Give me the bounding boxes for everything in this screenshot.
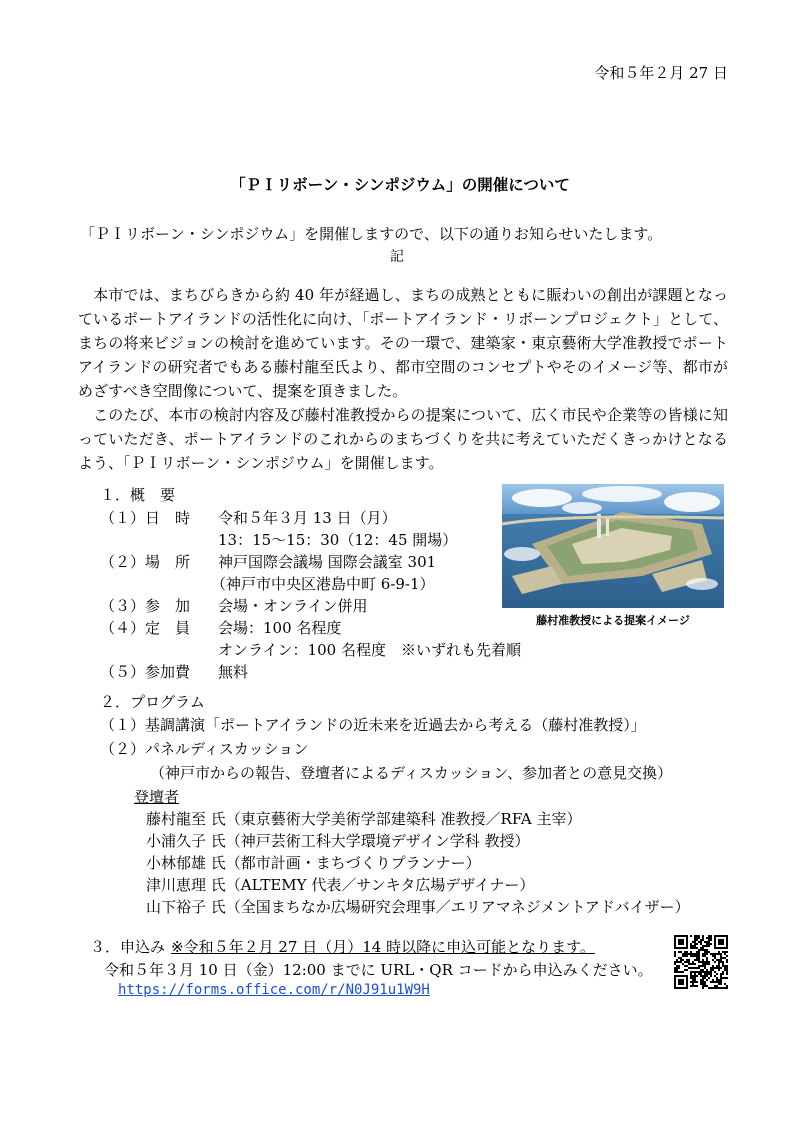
apply-line <box>90 936 595 957</box>
speaker-3: 小林郁雄 氏（都市計画・まちづくりプランナー） <box>146 854 481 872</box>
capacity-online: オンライン：100 名程度 ※いずれも先着順 <box>218 641 521 659</box>
apply-note: ※令和５年２月 27 日（月）14 時以降に申込可能となります。 <box>171 938 595 956</box>
speakers-heading: 登壇者 <box>134 788 180 806</box>
apply-url-link[interactable] <box>118 980 430 998</box>
venue-address: （神戸市中央区港島中町 6-9-1） <box>211 575 435 593</box>
participation-value: 会場・オンライン併用 <box>218 597 368 615</box>
document-title: 「ＰＩリボーン・シンポジウム」の開催について <box>230 176 570 194</box>
date-value: 令和５年３月 13 日（月） <box>218 509 397 527</box>
time-value: 13：15〜15：30（12：45 開場） <box>218 531 458 549</box>
speaker-4: 津川恵理 氏（ALTEMY 代表／サンキタ広場デザイナー） <box>146 876 535 894</box>
ki-mark: 記 <box>390 249 404 265</box>
venue-value: 神戸国際会議場 国際会議室 301 <box>218 553 437 571</box>
fee-label: （５）参加費 <box>100 663 191 681</box>
venue-label: （２）場 所 <box>100 553 191 571</box>
body-paragraph-1: 本市では、まちびらきから約 40 年が経過し、まちの成熟とともに賑わいの創出が課題となっているポートアイランドの活性化に向け、「ポートアイランド・リボーンプロジェクト」として、まちの将来ビジョンの検討を進めています。その一環で、建築家・東京藝術大学准教授でポートアイランドの研究者でもある藤村龍至氏より、都市空間のコンセプトやそのイメージ等、都市がめざすべき空間像について、提案を頂きました。 <box>78 286 728 400</box>
body-text <box>78 283 728 475</box>
program-heading: ２．プログラム <box>100 693 205 711</box>
program-item-2: （２）パネルディスカッション <box>100 740 309 758</box>
speaker-1: 藤村龍至 氏（東京藝術大学美術学部建築科 准教授／RFA 主宰） <box>146 810 582 828</box>
apply-url[interactable]: https://forms.office.com/r/N0J91u1W9H <box>118 982 430 998</box>
date-label: （１）日 時 <box>100 509 191 527</box>
program-item-2-desc: （神戸市からの報告、登壇者によるディスカッション、参加者との意見交換） <box>150 764 673 782</box>
apply-heading: ３．申込み <box>90 938 166 956</box>
document-date: 令和５年２月 27 日 <box>594 64 728 82</box>
qr-code-icon[interactable] <box>674 935 728 989</box>
speaker-5: 山下裕子 氏（全国まちなか広場研究会理事／エリアマネジメントアドバイザー） <box>146 898 690 916</box>
program-item-1: （１）基調講演「ポートアイランドの近未来を近過去から考える（藤村准教授）」 <box>100 716 646 734</box>
speaker-2: 小浦久子 氏（神戸芸術工科大学環境デザイン学科 教授） <box>146 832 530 850</box>
body-paragraph-2: このたび、本市の検討内容及び藤村准教授からの提案について、広く市民や企業等の皆様に知っていただき、ポートアイランドのこれからのまちづくりを共に考えていただくきっかけとなるよう、「ＰＩリボーン・シンポジウム」を開催します。 <box>78 406 728 472</box>
capacity-label: （４）定 員 <box>100 619 191 637</box>
image-caption: 藤村准教授による提案イメージ <box>536 614 690 627</box>
proposal-image <box>502 484 724 608</box>
apply-instruction: 令和５年３月 10 日（金）12:00 までに URL・QR コードから申込みください。 <box>104 961 653 979</box>
capacity-venue: 会場：100 名程度 <box>218 619 342 637</box>
participation-label: （３）参 加 <box>100 597 191 615</box>
lead-sentence: 「ＰＩリボーン・シンポジウム」を開催しますので、以下の通りお知らせいたします。 <box>80 225 663 243</box>
overview-heading: １．概 要 <box>100 486 176 504</box>
fee-value: 無料 <box>218 663 249 681</box>
